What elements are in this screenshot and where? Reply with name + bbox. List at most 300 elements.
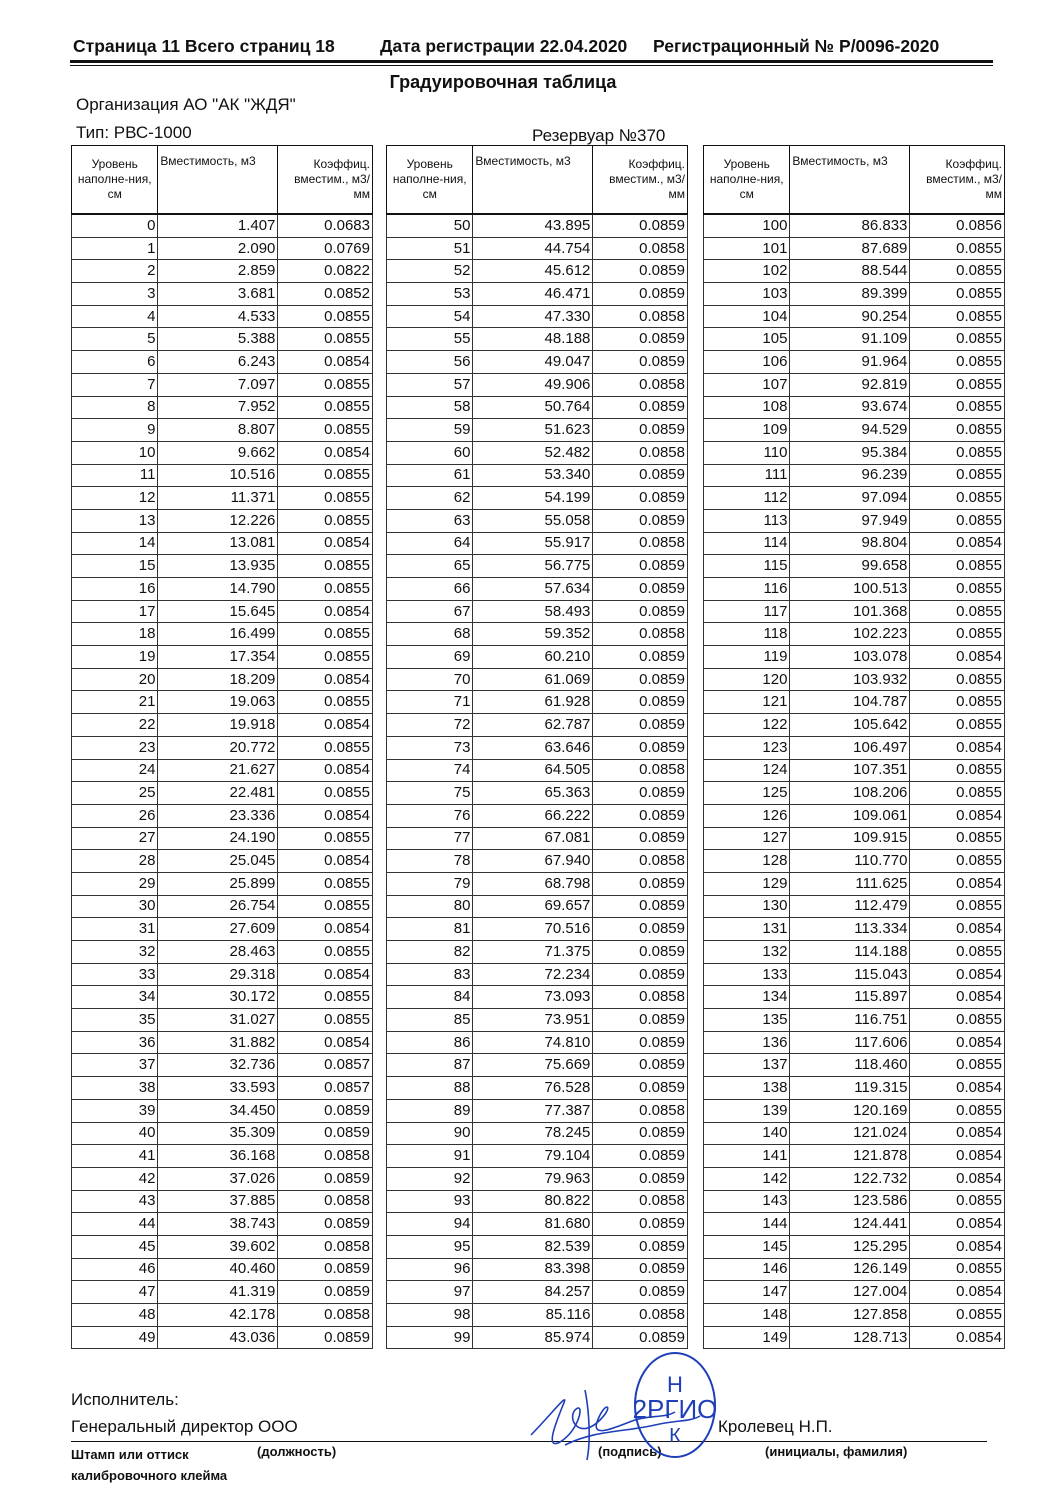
level-cell: 85	[387, 1009, 473, 1032]
level-cell: 142	[704, 1167, 790, 1190]
table-row	[704, 260, 1005, 283]
volume-cell: 63.646	[473, 736, 593, 759]
coef-cell: 0.0855	[910, 578, 1005, 601]
table-row	[704, 555, 1005, 578]
coef-cell: 0.0683	[278, 214, 373, 237]
table-row	[704, 1326, 1005, 1349]
level-cell: 133	[704, 963, 790, 986]
level-cell: 14	[72, 532, 158, 555]
table-row	[72, 668, 373, 691]
table-row	[72, 1145, 373, 1168]
table-row	[704, 1304, 1005, 1327]
level-cell: 10	[72, 441, 158, 464]
coef-cell: 0.0859	[593, 895, 688, 918]
volume-cell: 77.387	[473, 1099, 593, 1122]
table-row	[387, 714, 688, 737]
coef-cell: 0.0859	[278, 1099, 373, 1122]
volume-cell: 18.209	[158, 668, 278, 691]
table-row	[704, 1122, 1005, 1145]
table-row	[704, 1145, 1005, 1168]
coef-cell: 0.0859	[593, 1167, 688, 1190]
level-cell: 8	[72, 396, 158, 419]
volume-cell: 100.513	[790, 578, 910, 601]
coef-cell: 0.0854	[910, 736, 1005, 759]
table-row	[387, 759, 688, 782]
table-row	[387, 396, 688, 419]
level-cell: 119	[704, 646, 790, 669]
volume-cell: 118.460	[790, 1054, 910, 1077]
coef-cell: 0.0854	[278, 532, 373, 555]
volume-cell: 109.061	[790, 804, 910, 827]
table-row	[72, 714, 373, 737]
volume-cell: 104.787	[790, 691, 910, 714]
volume-cell: 24.190	[158, 827, 278, 850]
table-row	[387, 986, 688, 1009]
coef-cell: 0.0858	[593, 1099, 688, 1122]
coef-cell: 0.0854	[910, 918, 1005, 941]
volume-cell: 112.479	[790, 895, 910, 918]
table-row	[704, 668, 1005, 691]
coef-cell: 0.0855	[910, 441, 1005, 464]
table-row	[72, 1235, 373, 1258]
level-cell: 134	[704, 986, 790, 1009]
volume-cell: 4.533	[158, 305, 278, 328]
volume-cell: 82.539	[473, 1235, 593, 1258]
volume-cell: 94.529	[790, 419, 910, 442]
coef-cell: 0.0855	[278, 1009, 373, 1032]
coef-cell: 0.0859	[593, 1326, 688, 1349]
coef-cell: 0.0855	[910, 759, 1005, 782]
coef-cell: 0.0855	[278, 328, 373, 351]
volume-cell: 88.544	[790, 260, 910, 283]
level-cell: 93	[387, 1190, 473, 1213]
volume-cell: 12.226	[158, 509, 278, 532]
header-volume: Вместимость, м3	[790, 146, 910, 215]
coef-cell: 0.0855	[278, 736, 373, 759]
coef-cell: 0.0855	[278, 509, 373, 532]
volume-cell: 73.951	[473, 1009, 593, 1032]
volume-cell: 106.497	[790, 736, 910, 759]
level-cell: 55	[387, 328, 473, 351]
volume-cell: 37.026	[158, 1167, 278, 1190]
table-row	[387, 736, 688, 759]
level-cell: 42	[72, 1167, 158, 1190]
table-row	[704, 373, 1005, 396]
coef-cell: 0.0855	[278, 827, 373, 850]
level-cell: 40	[72, 1122, 158, 1145]
table-row	[387, 305, 688, 328]
volume-cell: 49.047	[473, 351, 593, 374]
table-row	[72, 1326, 373, 1349]
coef-cell: 0.0855	[910, 351, 1005, 374]
level-cell: 68	[387, 623, 473, 646]
coef-cell: 0.0855	[910, 668, 1005, 691]
coef-cell: 0.0859	[593, 1031, 688, 1054]
table-row	[72, 1190, 373, 1213]
level-cell: 21	[72, 691, 158, 714]
coef-cell: 0.0855	[910, 328, 1005, 351]
coef-cell: 0.0854	[278, 963, 373, 986]
table-row	[72, 963, 373, 986]
volume-cell: 32.736	[158, 1054, 278, 1077]
table-row	[72, 1281, 373, 1304]
calibration-table-part-1	[71, 145, 373, 1349]
table-row	[72, 827, 373, 850]
level-cell: 132	[704, 941, 790, 964]
volume-cell: 43.895	[473, 214, 593, 237]
level-cell: 127	[704, 827, 790, 850]
coef-cell: 0.0852	[278, 283, 373, 306]
level-cell: 146	[704, 1258, 790, 1281]
coef-cell: 0.0859	[593, 668, 688, 691]
coef-cell: 0.0855	[910, 691, 1005, 714]
table-row	[72, 986, 373, 1009]
table-row	[387, 260, 688, 283]
header-coef: Коэффиц. вместим., м3/мм	[278, 146, 373, 215]
table-row	[72, 441, 373, 464]
coef-cell: 0.0855	[278, 986, 373, 1009]
volume-cell: 61.928	[473, 691, 593, 714]
header-level: Уровень наполне-ния, см	[387, 146, 473, 215]
level-cell: 29	[72, 872, 158, 895]
level-cell: 113	[704, 509, 790, 532]
coef-cell: 0.0858	[278, 1190, 373, 1213]
coef-cell: 0.0855	[910, 464, 1005, 487]
volume-cell: 117.606	[790, 1031, 910, 1054]
level-cell: 115	[704, 555, 790, 578]
coef-cell: 0.0859	[278, 1122, 373, 1145]
level-cell: 126	[704, 804, 790, 827]
level-cell: 62	[387, 487, 473, 510]
volume-cell: 46.471	[473, 283, 593, 306]
level-cell: 9	[72, 419, 158, 442]
table-row	[704, 759, 1005, 782]
table-row	[387, 646, 688, 669]
coef-cell: 0.0855	[910, 1009, 1005, 1032]
executor-label: Исполнитель:	[71, 1390, 179, 1409]
coef-cell: 0.0859	[278, 1326, 373, 1349]
level-cell: 32	[72, 941, 158, 964]
level-cell: 84	[387, 986, 473, 1009]
table-row	[704, 1235, 1005, 1258]
level-cell: 17	[72, 600, 158, 623]
level-cell: 22	[72, 714, 158, 737]
level-cell: 120	[704, 668, 790, 691]
level-cell: 137	[704, 1054, 790, 1077]
volume-cell: 36.168	[158, 1145, 278, 1168]
page-count: Страница 11 Всего страниц 18	[73, 36, 335, 56]
coef-cell: 0.0859	[593, 646, 688, 669]
volume-cell: 79.963	[473, 1167, 593, 1190]
header-rule-thin	[70, 65, 993, 66]
level-cell: 6	[72, 351, 158, 374]
volume-cell: 7.097	[158, 373, 278, 396]
volume-cell: 40.460	[158, 1258, 278, 1281]
table-row	[704, 1213, 1005, 1236]
level-cell: 67	[387, 600, 473, 623]
volume-cell: 7.952	[158, 396, 278, 419]
table-row	[387, 464, 688, 487]
table-row	[72, 1304, 373, 1327]
coef-cell: 0.0854	[278, 1031, 373, 1054]
signature-and-stamp	[525, 1350, 735, 1470]
table-row	[72, 237, 373, 260]
table-row	[72, 509, 373, 532]
volume-cell: 33.593	[158, 1077, 278, 1100]
volume-cell: 55.058	[473, 509, 593, 532]
level-cell: 147	[704, 1281, 790, 1304]
volume-cell: 41.319	[158, 1281, 278, 1304]
coef-cell: 0.0854	[278, 714, 373, 737]
volume-cell: 108.206	[790, 782, 910, 805]
coef-cell: 0.0858	[593, 1304, 688, 1327]
level-cell: 25	[72, 782, 158, 805]
level-cell: 13	[72, 509, 158, 532]
volume-cell: 107.351	[790, 759, 910, 782]
volume-cell: 65.363	[473, 782, 593, 805]
volume-cell: 22.481	[158, 782, 278, 805]
organization: Организация АО "АК "ЖДЯ"	[76, 95, 296, 114]
volume-cell: 45.612	[473, 260, 593, 283]
table-row	[704, 872, 1005, 895]
coef-cell: 0.0855	[278, 691, 373, 714]
level-cell: 78	[387, 850, 473, 873]
coef-cell: 0.0859	[593, 1077, 688, 1100]
coef-cell: 0.0859	[278, 1213, 373, 1236]
volume-cell: 91.964	[790, 351, 910, 374]
coef-cell: 0.0854	[278, 918, 373, 941]
level-cell: 36	[72, 1031, 158, 1054]
volume-cell: 67.081	[473, 827, 593, 850]
coef-cell: 0.0855	[910, 283, 1005, 306]
level-cell: 96	[387, 1258, 473, 1281]
level-cell: 80	[387, 895, 473, 918]
table-row	[704, 328, 1005, 351]
coef-cell: 0.0858	[593, 441, 688, 464]
coef-cell: 0.0854	[910, 986, 1005, 1009]
volume-cell: 110.770	[790, 850, 910, 873]
level-cell: 34	[72, 986, 158, 1009]
table-row	[704, 1077, 1005, 1100]
volume-cell: 56.775	[473, 555, 593, 578]
level-cell: 95	[387, 1235, 473, 1258]
level-cell: 88	[387, 1077, 473, 1100]
table-row	[387, 1122, 688, 1145]
svg-text:Н: Н	[667, 1372, 683, 1397]
level-cell: 50	[387, 214, 473, 237]
level-cell: 136	[704, 1031, 790, 1054]
level-cell: 131	[704, 918, 790, 941]
table-row	[72, 646, 373, 669]
table-row	[704, 804, 1005, 827]
level-cell: 144	[704, 1213, 790, 1236]
level-cell: 23	[72, 736, 158, 759]
table-row	[704, 1258, 1005, 1281]
table-row	[72, 214, 373, 237]
coef-cell: 0.0855	[910, 260, 1005, 283]
level-cell: 79	[387, 872, 473, 895]
table-row	[72, 782, 373, 805]
level-cell: 145	[704, 1235, 790, 1258]
coef-cell: 0.0854	[278, 804, 373, 827]
level-cell: 51	[387, 237, 473, 260]
level-cell: 91	[387, 1145, 473, 1168]
coef-cell: 0.0854	[910, 1145, 1005, 1168]
table-row	[72, 759, 373, 782]
level-cell: 116	[704, 578, 790, 601]
table-row	[72, 1009, 373, 1032]
coef-cell: 0.0859	[278, 1167, 373, 1190]
table-row	[387, 441, 688, 464]
table-row	[72, 555, 373, 578]
volume-cell: 103.932	[790, 668, 910, 691]
volume-cell: 68.798	[473, 872, 593, 895]
volume-cell: 95.384	[790, 441, 910, 464]
table-row	[72, 691, 373, 714]
table-row	[704, 782, 1005, 805]
table-row	[387, 1099, 688, 1122]
table-row	[704, 1031, 1005, 1054]
level-cell: 18	[72, 623, 158, 646]
volume-cell: 66.222	[473, 804, 593, 827]
table-row	[704, 237, 1005, 260]
table-row	[387, 1258, 688, 1281]
level-cell: 109	[704, 419, 790, 442]
level-cell: 97	[387, 1281, 473, 1304]
table-row	[387, 1213, 688, 1236]
level-cell: 70	[387, 668, 473, 691]
table-row	[72, 850, 373, 873]
level-cell: 44	[72, 1213, 158, 1236]
volume-cell: 52.482	[473, 441, 593, 464]
volume-cell: 2.859	[158, 260, 278, 283]
tank-type: Тип: РВС-1000	[76, 123, 192, 142]
coef-cell: 0.0859	[593, 1122, 688, 1145]
level-cell: 48	[72, 1304, 158, 1327]
volume-cell: 122.732	[790, 1167, 910, 1190]
coef-cell: 0.0858	[593, 305, 688, 328]
coef-cell: 0.0859	[593, 963, 688, 986]
level-cell: 130	[704, 895, 790, 918]
level-cell: 72	[387, 714, 473, 737]
coef-cell: 0.0859	[593, 872, 688, 895]
coef-cell: 0.0769	[278, 237, 373, 260]
level-cell: 2	[72, 260, 158, 283]
coef-cell: 0.0854	[910, 1281, 1005, 1304]
table-row	[387, 419, 688, 442]
calibration-table-part-3	[703, 145, 1005, 1349]
coef-cell: 0.0855	[910, 237, 1005, 260]
coef-cell: 0.0854	[910, 872, 1005, 895]
coef-cell: 0.0854	[910, 646, 1005, 669]
level-cell: 99	[387, 1326, 473, 1349]
table-row	[704, 736, 1005, 759]
coef-cell: 0.0859	[593, 941, 688, 964]
registration-stamp	[633, 1353, 718, 1457]
level-cell: 47	[72, 1281, 158, 1304]
volume-cell: 47.330	[473, 305, 593, 328]
volume-cell: 74.810	[473, 1031, 593, 1054]
level-cell: 117	[704, 600, 790, 623]
page-header	[73, 36, 993, 58]
coef-cell: 0.0857	[278, 1077, 373, 1100]
volume-cell: 80.822	[473, 1190, 593, 1213]
coef-cell: 0.0859	[593, 691, 688, 714]
coef-cell: 0.0854	[278, 759, 373, 782]
coef-cell: 0.0854	[910, 1213, 1005, 1236]
coef-cell: 0.0855	[910, 487, 1005, 510]
level-cell: 104	[704, 305, 790, 328]
table-row	[72, 260, 373, 283]
coef-cell: 0.0855	[278, 487, 373, 510]
volume-cell: 89.399	[790, 283, 910, 306]
level-cell: 49	[72, 1326, 158, 1349]
coef-cell: 0.0859	[278, 1258, 373, 1281]
level-cell: 92	[387, 1167, 473, 1190]
volume-cell: 127.004	[790, 1281, 910, 1304]
volume-cell: 21.627	[158, 759, 278, 782]
table-row	[387, 1145, 688, 1168]
level-cell: 58	[387, 396, 473, 419]
coef-cell: 0.0859	[593, 1235, 688, 1258]
level-cell: 101	[704, 237, 790, 260]
executor-position: Генеральный директор ООО	[71, 1417, 298, 1436]
coef-cell: 0.0859	[593, 396, 688, 419]
coef-cell: 0.0855	[278, 578, 373, 601]
level-cell: 107	[704, 373, 790, 396]
level-cell: 141	[704, 1145, 790, 1168]
volume-cell: 123.586	[790, 1190, 910, 1213]
table-row	[387, 691, 688, 714]
table-row	[387, 509, 688, 532]
level-cell: 26	[72, 804, 158, 827]
table-row	[387, 827, 688, 850]
level-cell: 111	[704, 464, 790, 487]
level-cell: 73	[387, 736, 473, 759]
coef-cell: 0.0855	[910, 1190, 1005, 1213]
volume-cell: 25.899	[158, 872, 278, 895]
coef-cell: 0.0858	[278, 1235, 373, 1258]
level-cell: 135	[704, 1009, 790, 1032]
table-row	[72, 918, 373, 941]
table-row	[387, 532, 688, 555]
coef-cell: 0.0855	[278, 623, 373, 646]
table-row	[387, 351, 688, 374]
level-cell: 31	[72, 918, 158, 941]
volume-cell: 15.645	[158, 600, 278, 623]
coef-cell: 0.0855	[910, 555, 1005, 578]
volume-cell: 27.609	[158, 918, 278, 941]
table-row	[387, 600, 688, 623]
table-row	[704, 487, 1005, 510]
svg-text:К: К	[669, 1425, 681, 1447]
level-cell: 24	[72, 759, 158, 782]
coef-cell: 0.0859	[593, 328, 688, 351]
level-cell: 100	[704, 214, 790, 237]
table-row	[704, 464, 1005, 487]
coef-cell: 0.0859	[593, 1213, 688, 1236]
volume-cell: 87.689	[790, 237, 910, 260]
volume-cell: 2.090	[158, 237, 278, 260]
level-cell: 102	[704, 260, 790, 283]
volume-cell: 13.935	[158, 555, 278, 578]
level-cell: 81	[387, 918, 473, 941]
volume-cell: 126.149	[790, 1258, 910, 1281]
level-cell: 39	[72, 1099, 158, 1122]
table-row	[72, 600, 373, 623]
table-row	[387, 214, 688, 237]
table-row	[387, 328, 688, 351]
